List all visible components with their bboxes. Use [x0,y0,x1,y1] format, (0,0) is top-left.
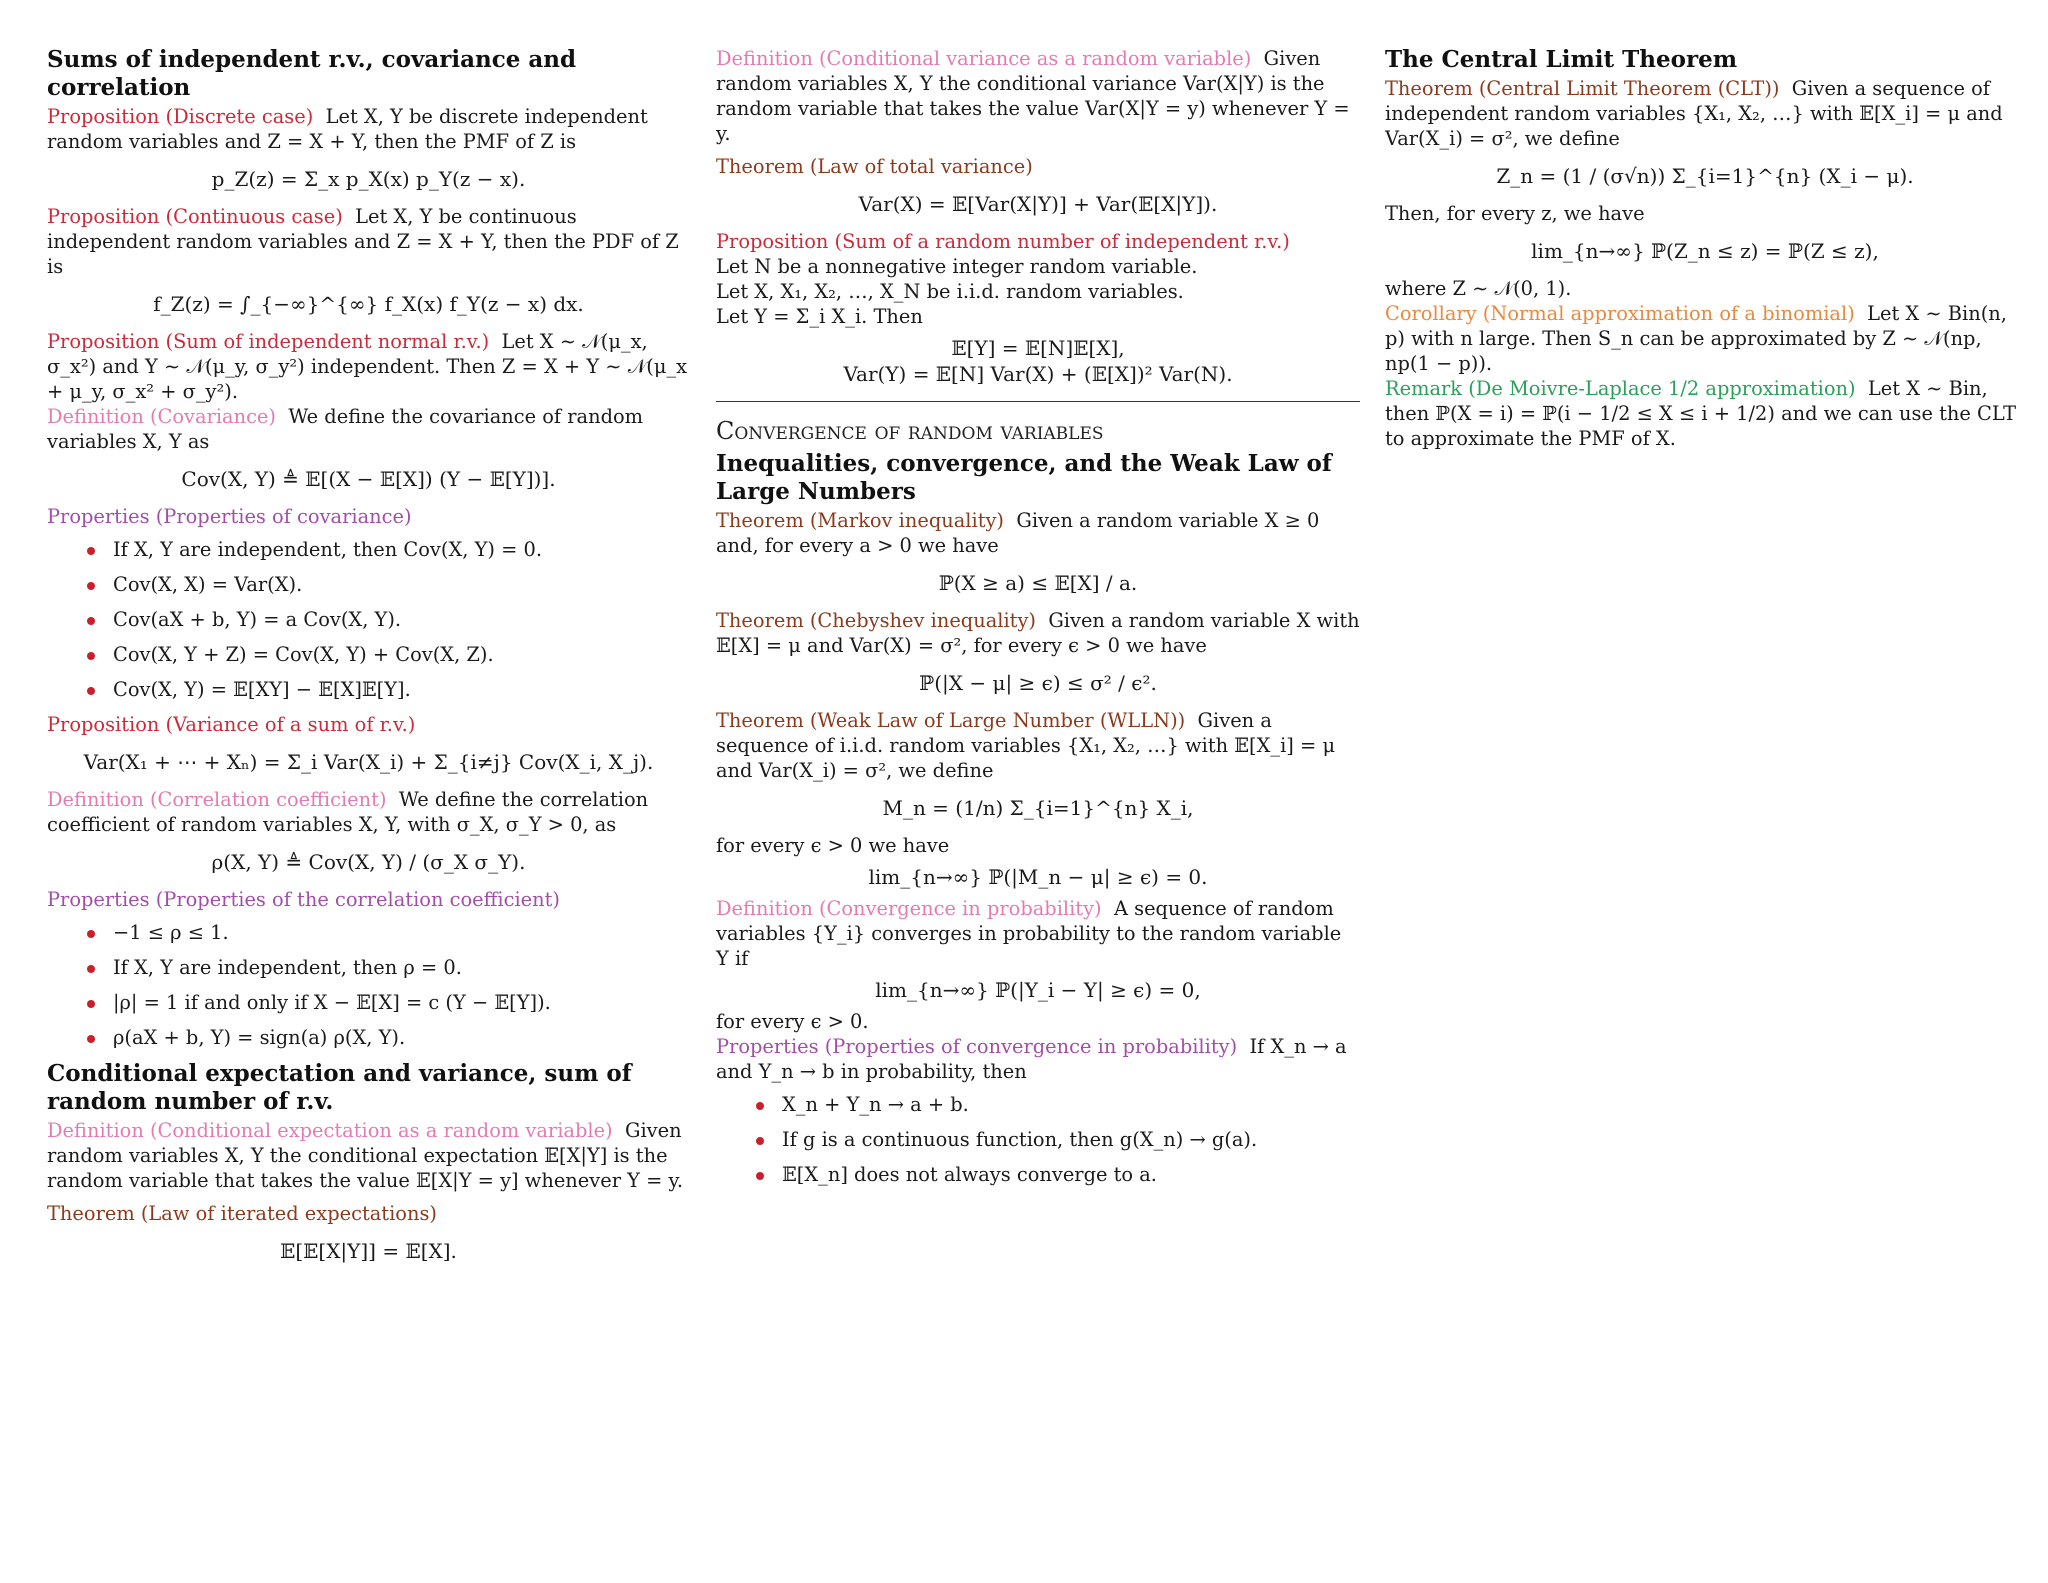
formula-expectation-y: 𝔼[Y] = 𝔼[N]𝔼[X], [951,336,1125,360]
cor-normal-approx-label: Corollary (Normal approximation of a binomial) [1385,302,1855,325]
thm-clt-label: Theorem (Central Limit Theorem (CLT)) [1385,77,1780,100]
thm-chebyshev-label: Theorem (Chebyshev inequality) [716,609,1036,632]
prop-variance-sum-label: Proposition (Variance of a sum of r.v.) [47,713,416,736]
list-item-text: ρ(aX + b, Y) = sign(a) ρ(X, Y). [113,1026,406,1049]
column-right [1385,46,2025,451]
def-covariance [47,404,690,454]
def-conv-prob-text: A sequence of random variables {Y_i} converges in probability to the random variable Y if [716,897,1342,970]
list-item [716,1127,1360,1152]
list-item [47,572,690,597]
list-item-text: Cov(X, X) = Var(X). [113,573,303,596]
prop-normal-text: Let X ∼ 𝒩(μ_x, σ_x²) and Y ∼ 𝒩(μ_y, σ_y²) independent. Then Z = X + Y ∼ 𝒩(μ_x + μ_y, σ_x² + σ_y²). [47,330,688,403]
bullet-icon [756,1137,764,1145]
props-convergence [716,1034,1360,1084]
bullet-icon [756,1102,764,1110]
prop-normal-label: Proposition (Sum of independent normal r.v.) [47,330,490,353]
column-left [47,46,690,1276]
formula-sample-mean: M_n = (1/n) Σ_{i=1}^{n} X_i, [882,796,1194,820]
bullet-icon [87,582,95,590]
bullet-icon [87,1000,95,1008]
props-covariance [47,504,690,529]
convergence-properties-list [716,1092,1360,1187]
rem-demoivre-label: Remark (De Moivre-Laplace 1/2 approximation) [1385,377,1856,400]
prop-normal-sum [47,329,690,404]
list-item [47,642,690,667]
list-item [716,1162,1360,1187]
prop-discrete-text: Let X, Y be discrete independent random variables and Z = X + Y, then the PMF of Z is [47,105,648,153]
formula-correlation: ρ(X, Y) ≜ Cov(X, Y) / (σ_X σ_Y). [211,850,526,874]
clt-after-text: where Z ∼ 𝒩(0, 1). [1385,277,1572,300]
random-sum-line-1: Let N be a nonnegative integer random variable. [716,255,1198,278]
list-item-text: 𝔼[X_n] does not always converge to a. [782,1163,1157,1186]
heading-conditional-expectation: Conditional expectation and variance, sum of random number of r.v. [47,1060,632,1115]
props-convergence-text: If X_n → a and Y_n → b in probability, then [716,1035,1347,1083]
heading-sums-covariance: Sums of independent r.v., covariance and correlation [47,46,577,101]
bullet-icon [87,687,95,695]
def-correlation-text: We define the correlation coefficient of random variables X, Y, with σ_X, σ_Y > 0, as [47,788,649,836]
formula-chebyshev: ℙ(|X − μ| ≥ ϵ) ≤ σ² / ϵ². [919,671,1157,695]
list-item-text: Cov(X, Y) = 𝔼[XY] − 𝔼[X]𝔼[Y]. [113,678,411,701]
column-middle [716,46,1360,1197]
prop-variance-sum [47,712,690,737]
def-correlation [47,787,690,837]
formula-variance-y: Var(Y) = 𝔼[N] Var(X) + (𝔼[X])² Var(N). [843,362,1233,386]
def-convergence-probability [716,896,1360,971]
list-item [47,955,690,980]
def-covariance-label: Definition (Covariance) [47,405,276,428]
list-item-text: If X, Y are independent, then ρ = 0. [113,956,462,979]
list-item [47,990,690,1015]
list-item [47,920,690,945]
bullet-icon [87,547,95,555]
thm-chebyshev-text: Given a random variable X with 𝔼[X] = μ and Var(X) = σ², for every ϵ > 0 we have [716,609,1360,657]
thm-chebyshev [716,608,1360,658]
formula-convergence-limit: lim_{n→∞} ℙ(|Y_i − Y| ≥ ϵ) = 0, [875,978,1201,1002]
list-item-text: Cov(X, Y + Z) = Cov(X, Y) + Cov(X, Z). [113,643,494,666]
prop-continuous-case [47,204,690,279]
def-correlation-label: Definition (Correlation coefficient) [47,788,387,811]
list-item-text: X_n + Y_n → a + b. [782,1093,969,1116]
formula-variance-sum: Var(X₁ + ⋯ + Xₙ) = Σ_i Var(X_i) + Σ_{i≠j} Cov(X_i, X_j). [83,750,654,774]
bullet-icon [756,1172,764,1180]
thm-total-variance [716,154,1360,179]
heading-inequalities: Inequalities, convergence, and the Weak Law of Large Numbers [716,450,1332,505]
formula-pmf-sum: p_Z(z) = Σ_x p_X(x) p_Y(z − x). [211,167,526,191]
random-sum-line-2: Let X, X₁, X₂, …, X_N be i.i.d. random variables. [716,280,1184,303]
formula-pdf-convolution: f_Z(z) = ∫_{−∞}^{∞} f_X(x) f_Y(z − x) dx. [153,292,584,316]
heading-clt: The Central Limit Theorem [1385,46,1738,73]
list-item [47,677,690,702]
props-covariance-label: Properties (Properties of covariance) [47,505,412,528]
random-sum-line-3: Let Y = Σ_i X_i. Then [716,305,923,328]
formula-iterated-expectations: 𝔼[𝔼[X|Y]] = 𝔼[X]. [280,1239,457,1263]
rem-demoivre [1385,376,2025,451]
thm-clt [1385,76,2025,151]
list-item-text: Cov(aX + b, Y) = a Cov(X, Y). [113,608,402,631]
formula-wlln-limit: lim_{n→∞} ℙ(|M_n − μ| ≥ ϵ) = 0. [868,865,1208,889]
bullet-icon [87,617,95,625]
prop-continuous-label: Proposition (Continuous case) [47,205,343,228]
clt-mid-text: Then, for every z, we have [1385,202,1645,225]
props-convergence-label: Properties (Properties of convergence in probability) [716,1035,1238,1058]
wlln-mid-text: for every ϵ > 0 we have [716,834,950,857]
prop-discrete-case [47,104,690,154]
thm-iterated-label: Theorem (Law of iterated expectations) [47,1202,437,1225]
prop-continuous-text: Let X, Y be continuous independent random variables and Z = X + Y, then the PDF of Z is [47,205,679,278]
section-divider [716,401,1360,402]
bullet-icon [87,1035,95,1043]
list-item [47,607,690,632]
thm-wlln [716,708,1360,783]
def-conditional-expectation [47,1118,690,1193]
list-item-text: If X, Y are independent, then Cov(X, Y) = 0. [113,538,543,561]
bullet-icon [87,965,95,973]
formula-clt-limit: lim_{n→∞} ℙ(Z_n ≤ z) = ℙ(Z ≤ z), [1531,239,1879,263]
def-conv-prob-label: Definition (Convergence in probability) [716,897,1102,920]
prop-discrete-label: Proposition (Discrete case) [47,105,314,128]
props-correlation-label: Properties (Properties of the correlation coefficient) [47,888,560,911]
list-item [716,1092,1360,1117]
list-item-text: If g is a continuous function, then g(X_n) → g(a). [782,1128,1258,1151]
def-cond-var-label: Definition (Conditional variance as a random variable) [716,47,1252,70]
formula-markov: ℙ(X ≥ a) ≤ 𝔼[X] / a. [938,571,1138,595]
def-cond-var-text: Given random variables X, Y the conditional variance Var(X|Y) is the random variable that takes the value Var(X|Y = y) whenever Y = y. [716,47,1350,145]
prop-random-sum [716,229,1360,254]
covariance-properties-list [47,537,690,702]
cor-normal-approx [1385,301,2025,376]
def-cond-exp-text: Given random variables X, Y the conditional expectation 𝔼[X|Y] is the random variable that takes the value 𝔼[X|Y = y] whenever Y = y. [47,1119,684,1192]
def-conditional-variance [716,46,1360,146]
cor-normal-approx-text: Let X ∼ Bin(n, p) with n large. Then S_n can be approximated by Z ∼ 𝒩(np, np(1 − p)). [1385,302,2007,375]
list-item-text: |ρ| = 1 if and only if X − 𝔼[X] = c (Y − 𝔼[Y]). [113,991,551,1014]
def-covariance-text: We define the covariance of random variables X, Y as [47,405,644,453]
thm-wlln-text: Given a sequence of i.i.d. random variables {X₁, X₂, …} with 𝔼[X_i] = μ and Var(X_i) = σ², we define [716,709,1336,782]
thm-total-variance-label: Theorem (Law of total variance) [716,155,1033,178]
list-item [47,537,690,562]
part-title-convergence: Convergence of random variables [716,417,1104,445]
thm-markov [716,508,1360,558]
prop-random-sum-label: Proposition (Sum of a random number of independent r.v.) [716,230,1290,253]
thm-iterated-expectations [47,1201,690,1226]
list-item [47,1025,690,1050]
formula-covariance: Cov(X, Y) ≜ 𝔼[(X − 𝔼[X]) (Y − 𝔼[Y])]. [181,467,556,491]
rem-demoivre-text: Let X ∼ Bin, then ℙ(X = i) = ℙ(i − 1/2 ≤ X ≤ i + 1/2) and we can use the CLT to approximate the PMF of X. [1385,377,2017,450]
formula-total-variance: Var(X) = 𝔼[Var(X|Y)] + Var(𝔼[X|Y]). [858,192,1218,216]
bullet-icon [87,930,95,938]
list-item-text: −1 ≤ ρ ≤ 1. [113,921,229,944]
correlation-properties-list [47,920,690,1050]
bullet-icon [87,652,95,660]
conv-prob-after: for every ϵ > 0. [716,1010,869,1033]
def-cond-exp-label: Definition (Conditional expectation as a random variable) [47,1119,613,1142]
thm-clt-text: Given a sequence of independent random variables {X₁, X₂, …} with 𝔼[X_i] = μ and Var(X_i) = σ², we define [1385,77,2003,150]
thm-markov-text: Given a random variable X ≥ 0 and, for every a > 0 we have [716,509,1320,557]
formula-zn: Z_n = (1 / (σ√n)) Σ_{i=1}^{n} (X_i − μ). [1496,164,1914,188]
thm-wlln-label: Theorem (Weak Law of Large Number (WLLN)) [716,709,1186,732]
formula-random-sum [716,335,1360,387]
props-correlation [47,887,690,912]
thm-markov-label: Theorem (Markov inequality) [716,509,1005,532]
